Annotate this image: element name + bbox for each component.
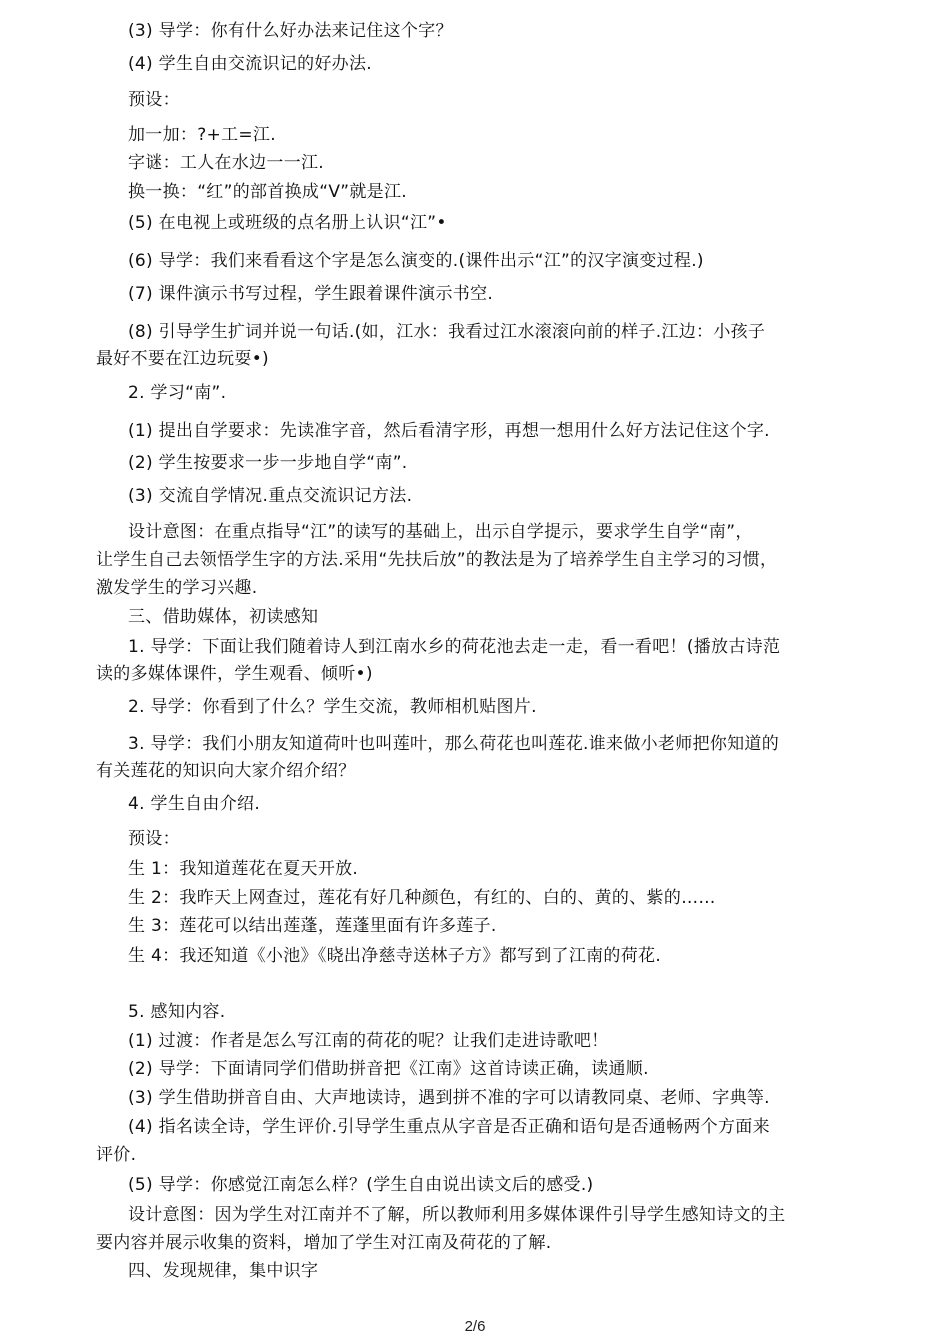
text-line: 生 2：我昨天上网查过，莲花有好几种颜色，有红的、白的、黄的、紫的…… xyxy=(128,888,716,908)
text-line: (7) 课件演示书写过程，学生跟着课件演示书空. xyxy=(128,284,494,304)
text-line: (1) 提出自学要求：先读准字音，然后看清字形，再想一想用什么好方法记住这个字. xyxy=(128,421,770,441)
text-line: (3) 导学：你有什么好办法来记住这个字？ xyxy=(128,21,453,41)
section-heading: 三、借助媒体，初读感知 xyxy=(128,607,319,627)
section-heading: 四、发现规律，集中识字 xyxy=(128,1261,319,1281)
text-line: 3. 导学：我们小朋友知道荷叶也叫莲叶，那么荷花也叫莲花.谁来做小老师把你知道的 xyxy=(128,734,780,754)
text-line: 生 4：我还知道《小池》《晓出净慈寺送林子方》都写到了江南的荷花. xyxy=(128,946,662,966)
text-line: 预设： xyxy=(128,90,180,110)
text-line: 换一换：“红”的部首换成“V”就是江. xyxy=(128,182,407,202)
text-line: (1) 过渡：作者是怎么写江南的荷花的呢？让我们走进诗歌吧！ xyxy=(128,1031,609,1051)
text-line: 有关莲花的知识向大家介绍介绍？ xyxy=(96,761,356,781)
text-line: 设计意图：因为学生对江南并不了解，所以教师利用多媒体课件引导学生感知诗文的主 xyxy=(128,1205,786,1225)
text-line: (8) 引导学生扩词并说一句话.(如，江水：我看过江水滚滚向前的样子.江边：小孩子 xyxy=(128,322,766,342)
text-line: (5) 导学：你感觉江南怎么样？(学生自由说出读文后的感受.) xyxy=(128,1175,594,1195)
page-number: 2/6 xyxy=(464,1318,486,1335)
text-line: 读的多媒体课件，学生观看、倾听•) xyxy=(96,664,373,684)
text-line: 5. 感知内容. xyxy=(128,1002,226,1022)
text-line: 生 1：我知道莲花在夏天开放. xyxy=(128,859,359,879)
text-line: 最好不要在江边玩耍•) xyxy=(96,349,269,369)
text-line: 1. 导学：下面让我们随着诗人到江南水乡的荷花池去走一走，看一看吧！(播放古诗范 xyxy=(128,637,781,657)
text-line: (4) 指名读全诗，学生评价.引导学生重点从字音是否正确和语句是否通畅两个方面来 xyxy=(128,1117,770,1137)
text-line: 让学生自己去领悟学生字的方法.采用“先扶后放”的教法是为了培养学生自主学习的习惯， xyxy=(96,550,778,570)
text-line: (2) 导学：下面请同学们借助拼音把《江南》这首诗读正确，读通顺. xyxy=(128,1059,649,1079)
text-line: (3) 学生借助拼音自由、大声地读诗，遇到拼不准的字可以请教同桌、老师、字典等. xyxy=(128,1088,770,1108)
text-line: 4. 学生自由介绍. xyxy=(128,794,261,814)
text-line: 2. 学习“南”. xyxy=(128,383,227,403)
text-line: 要内容并展示收集的资料，增加了学生对江南及荷花的了解. xyxy=(96,1233,552,1253)
text-line: (3) 交流自学情况.重点交流识记方法. xyxy=(128,486,413,506)
text-line: (4) 学生自由交流识记的好办法. xyxy=(128,54,372,74)
text-line: 字谜：工人在水边一一江. xyxy=(128,153,325,173)
text-line: 预设： xyxy=(128,829,180,849)
text-line: 评价. xyxy=(96,1145,137,1165)
text-line: (6) 导学：我们来看看这个字是怎么演变的.(课件出示“江”的汉字演变过程.) xyxy=(128,251,704,271)
text-line: 2. 导学：你看到了什么？学生交流，教师相机贴图片. xyxy=(128,697,537,717)
text-line: (5) 在电视上或班级的点名册上认识“江”• xyxy=(128,213,447,233)
text-line: 加一加：?+工=江. xyxy=(128,125,276,145)
text-line: 生 3：莲花可以结出莲蓬，莲蓬里面有许多莲子. xyxy=(128,916,497,936)
text-line: 激发学生的学习兴趣. xyxy=(96,578,258,598)
text-line: (2) 学生按要求一步一步地自学“南”. xyxy=(128,453,408,473)
text-line: 设计意图：在重点指导“江”的读写的基础上，出示自学提示，要求学生自学“南”， xyxy=(128,522,753,542)
